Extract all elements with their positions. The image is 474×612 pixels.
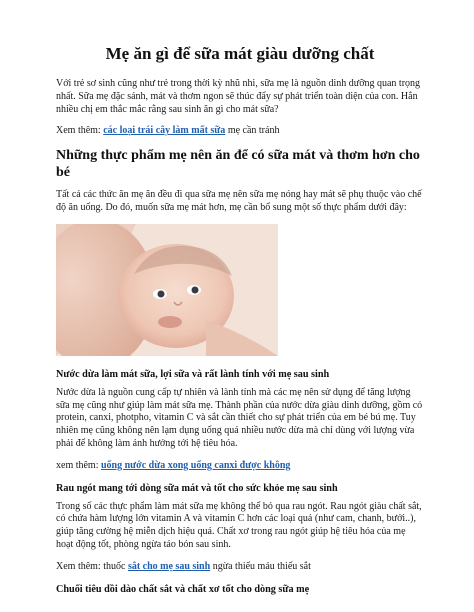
- see-also-2: [56, 460, 424, 473]
- article-body: [56, 44, 424, 602]
- sub1-paragraph: Nước dừa là nguồn cung cấp tự nhiên và lành tính mà các mẹ nên sử dụng để tăng lượng sữa mẹ cũng như giúp làm mát sữa mẹ. Thành phần của nước dừa giàu dinh dưỡng, gồm có protein, canxi, photpho, vitamin C và sắt cần thiết cho sự phát triển của em bé bú mẹ. Tuy nhiên mẹ cũng không nên lạm dụng uống quá nhiều nước dừa mà chỉ dùng với lượng vừa phải để không làm ảnh hưởng tới hệ tiêu hóa.: [56, 386, 423, 449]
- see-also-1: [56, 125, 424, 138]
- see-also-2-link[interactable]: uống nước dừa xong uống canxi được không: [101, 459, 291, 471]
- see-also-2-prefix: xem thêm:: [56, 459, 101, 471]
- page-title: Mẹ ăn gì để sữa mát giàu dưỡng chất: [105, 44, 375, 63]
- section-intro-paragraph: Tất cả các thức ăn mẹ ăn đều đi qua sữa mẹ nên sữa mẹ nóng hay mát sẽ phụ thuộc vào chế độ ăn uống. Do đó, muốn sữa mẹ mát hơn, mẹ cần bổ sung một số thực phẩm dưới đây:: [56, 189, 422, 213]
- sub2-paragraph: Trong số các thực phẩm làm mát sữa mẹ không thể bỏ qua rau ngót. Rau ngót giàu chất sắt, có chứa hàm lượng lớn vitamin A và vitamin C hơn các loại quả (như cam, chanh, bưởi..), giúp tăng cường hệ miễn dịch hiệu quả. Chất xơ trong rau ngót giúp hệ tiêu hóa của mẹ hoạt động tốt, phòng ngừa táo bón sau sinh.: [56, 500, 422, 550]
- baby-breastfeeding-photo: [56, 224, 278, 356]
- see-also-3-suffix: ngừa thiếu máu thiếu sắt: [210, 560, 311, 572]
- see-also-1-prefix: Xem thêm:: [56, 125, 104, 137]
- section-heading: Những thực phẩm mẹ nên ăn để có sữa mát và thơm hơn cho bé: [56, 148, 420, 181]
- sub3-heading: Chuối tiêu dồi dào chất sắt và chất xơ tốt cho dòng sữa mẹ: [56, 583, 310, 595]
- see-also-3: [56, 561, 424, 574]
- intro-paragraph: Với trẻ sơ sinh cũng như trẻ trong thời kỳ nhũ nhi, sữa mẹ là nguồn dinh dưỡng quan trọng nhất. Sữa mẹ đặc sánh, mát và thơm ngon sẽ thúc đẩy sự phát triển toàn diện của con. Hẳn nhiều chị em thắc mắc rằng sau sinh ăn gì cho mát sữa?: [56, 78, 421, 115]
- sub1-heading: Nước dừa làm mát sữa, lợi sữa và rất lành tính với mẹ sau sinh: [56, 368, 330, 380]
- see-also-1-link[interactable]: các loại trái cây làm mất sữa: [103, 125, 226, 137]
- see-also-3-link[interactable]: sắt cho mẹ sau sinh: [127, 560, 211, 572]
- see-also-1-suffix: mẹ cần tránh: [225, 125, 280, 137]
- see-also-3-prefix: Xem thêm: thuốc: [56, 560, 128, 572]
- sub2-heading: Rau ngót mang tới dòng sữa mát và tốt cho sức khỏe mẹ sau sinh: [56, 482, 338, 494]
- baby-photo-illustration: [56, 224, 278, 356]
